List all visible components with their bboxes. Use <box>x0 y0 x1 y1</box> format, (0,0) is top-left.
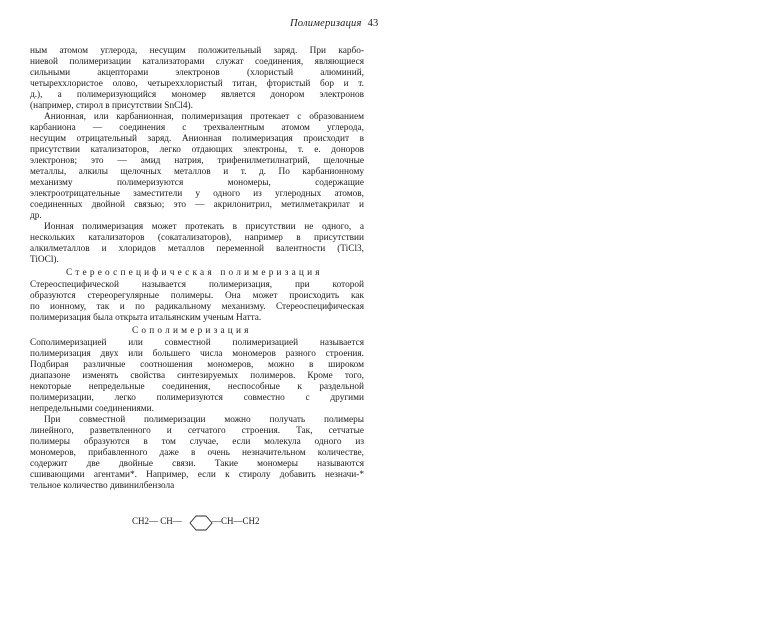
text-line: некоторые непредельные соединения, неспособные к раздельной <box>30 382 364 392</box>
running-title: Полимеризация <box>290 18 362 29</box>
text-line: сшивающими агентами*. Например, если к стиролу добавить незначи-* <box>30 470 364 480</box>
chemical-formula <box>132 513 272 533</box>
text-line: Подбирая различные соотношения мономеров, можно в широком <box>30 360 364 370</box>
text-line: мономеров, прибавленного даже в очень незначительном количестве, <box>30 448 364 458</box>
text-line: др. <box>30 211 42 221</box>
text-line: электроотрицательные заместители у одного из углеродных атомов, <box>30 189 364 199</box>
text-line: карбаниона — соединения с трехвалентным атомом углерода, <box>30 123 364 133</box>
text-line: соединенных двойной связью; это — акрилонитрил, метилметакрилат и <box>30 200 364 210</box>
text-line: сильными акцепторами электронов (хлористый алюминий, <box>30 68 364 78</box>
formula-right: —CH—CH2 <box>212 516 260 526</box>
text-line: Анионная, или карбанионная, полимеризация протекает с образованием <box>44 112 364 122</box>
text-line: (например, стирол в присутствии SnCl4). <box>30 101 193 111</box>
text-line: механизму полимеризуются мономеры, содержащие <box>30 178 364 188</box>
text-line: полимеризации, легко полимеризуются совместно с другими <box>30 393 364 403</box>
text-line: несущим отрицательный заряд. Анионная полимеризация происходит в <box>30 134 364 144</box>
text-line: образуются стереорегулярные полимеры. Она может происходить как <box>30 291 364 301</box>
text-line: Стереоспецифической называется полимеризация, при которой <box>30 280 364 290</box>
formula-left: CH2— CH— <box>132 516 182 526</box>
text-line: TiOCl). <box>30 255 59 265</box>
text-line: присутствии катализаторов, легко отдающих электроны, т. е. доноров <box>30 145 364 155</box>
text-line: по ионному, так и по радикальному механизму. Стереоспецифическая <box>30 302 364 312</box>
text-line: содержит две двойные связи. Такие мономеры называются <box>30 459 364 469</box>
text-line: ниевой полимеризации катализаторами служат соединения, являющиеся <box>30 57 364 67</box>
text-line: алкилметаллов и хлоридов металлов переменной валентности (TiCl3, <box>30 244 364 254</box>
text-line: полимеры образуются в том случае, если молекула одного из <box>30 437 364 447</box>
text-line: нескольких катализаторов (сокатализаторов), например в присутствии <box>30 233 364 243</box>
text-line: Ионная полимеризация может протекать в присутствии не одного, а <box>44 222 364 232</box>
page-header <box>290 18 379 29</box>
text-line: непредельными соединениями. <box>30 404 154 414</box>
section-heading: Стереоспецифическая полимеризация <box>66 268 323 278</box>
section-heading: Сополимеризация <box>132 326 252 336</box>
text-line: тельное количество дивинилбензола <box>30 481 175 491</box>
text-line: линейного, разветвленного и сетчатого строения. Так, сетчатые <box>30 426 364 436</box>
text-line: диапазоне изменять свойства синтезируемых полимеров. Кроме того, <box>30 371 364 381</box>
text-line: четыреххлористое олово, четыреххлористый титан, фтористый бор и т. <box>30 79 364 89</box>
text-line: ным атомом углерода, несущим положительный заряд. При карбо- <box>30 46 364 56</box>
text-line: электронов; это — амид натрия, трифенилметилнатрий, щелочные <box>30 156 364 166</box>
text-line: При совместной полимеризации можно получать полимеры <box>44 415 364 425</box>
page-number: 43 <box>367 18 379 29</box>
text-line: полимеризация была открыта итальянским ученым Наттa. <box>30 313 262 323</box>
text-line: д.), а полимеризующийся мономер является донором электронов <box>30 90 364 100</box>
text-line: металлы, алкилы щелочных металлов и т. д. По карбанионному <box>30 167 364 177</box>
text-line: полимеризация двух или большего числа мономеров разного строения. <box>30 349 364 359</box>
text-line: Сополимеризацией или совместной полимеризацией называется <box>30 338 364 348</box>
